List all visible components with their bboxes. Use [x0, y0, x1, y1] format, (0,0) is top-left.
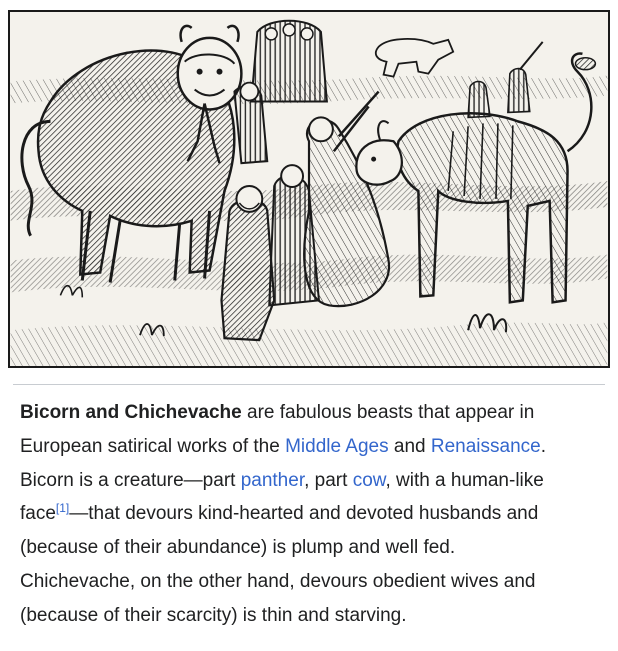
section-divider: [13, 384, 605, 385]
text-line-3: Bicorn is a creature—part panther, part cow, with a human-like: [20, 469, 544, 491]
crowd-figures: [251, 21, 327, 102]
text-line-7: (because of their scarcity) is thin and starving.: [20, 604, 407, 626]
link-cow[interactable]: cow: [352, 469, 386, 491]
article-paragraph: [20, 396, 610, 633]
reference-link-1[interactable]: [1]: [55, 501, 70, 516]
text-line-5: (because of their abundance) is plump and well fed.: [20, 537, 456, 559]
bold-title: Bicorn and Chichevache: [20, 402, 242, 423]
link-renaissance[interactable]: Renaissance: [430, 435, 541, 457]
text-line-2: European satirical works of the Middle Ages and Renaissance.: [20, 435, 546, 457]
text-line-1: Bicorn and Chichevache are fabulous beasts that appear in: [20, 402, 535, 423]
link-panther[interactable]: panther: [240, 469, 305, 491]
text-line-6: Chichevache, on the other hand, devours obedient wives and: [20, 570, 536, 592]
bicorn-chichevache-woodcut: [10, 12, 608, 366]
link-middle-ages[interactable]: Middle Ages: [285, 435, 389, 457]
text-line-4: face[1]—that devours kind-hearted and devoted husbands and: [20, 501, 539, 525]
woodcut-illustration[interactable]: [8, 10, 610, 368]
